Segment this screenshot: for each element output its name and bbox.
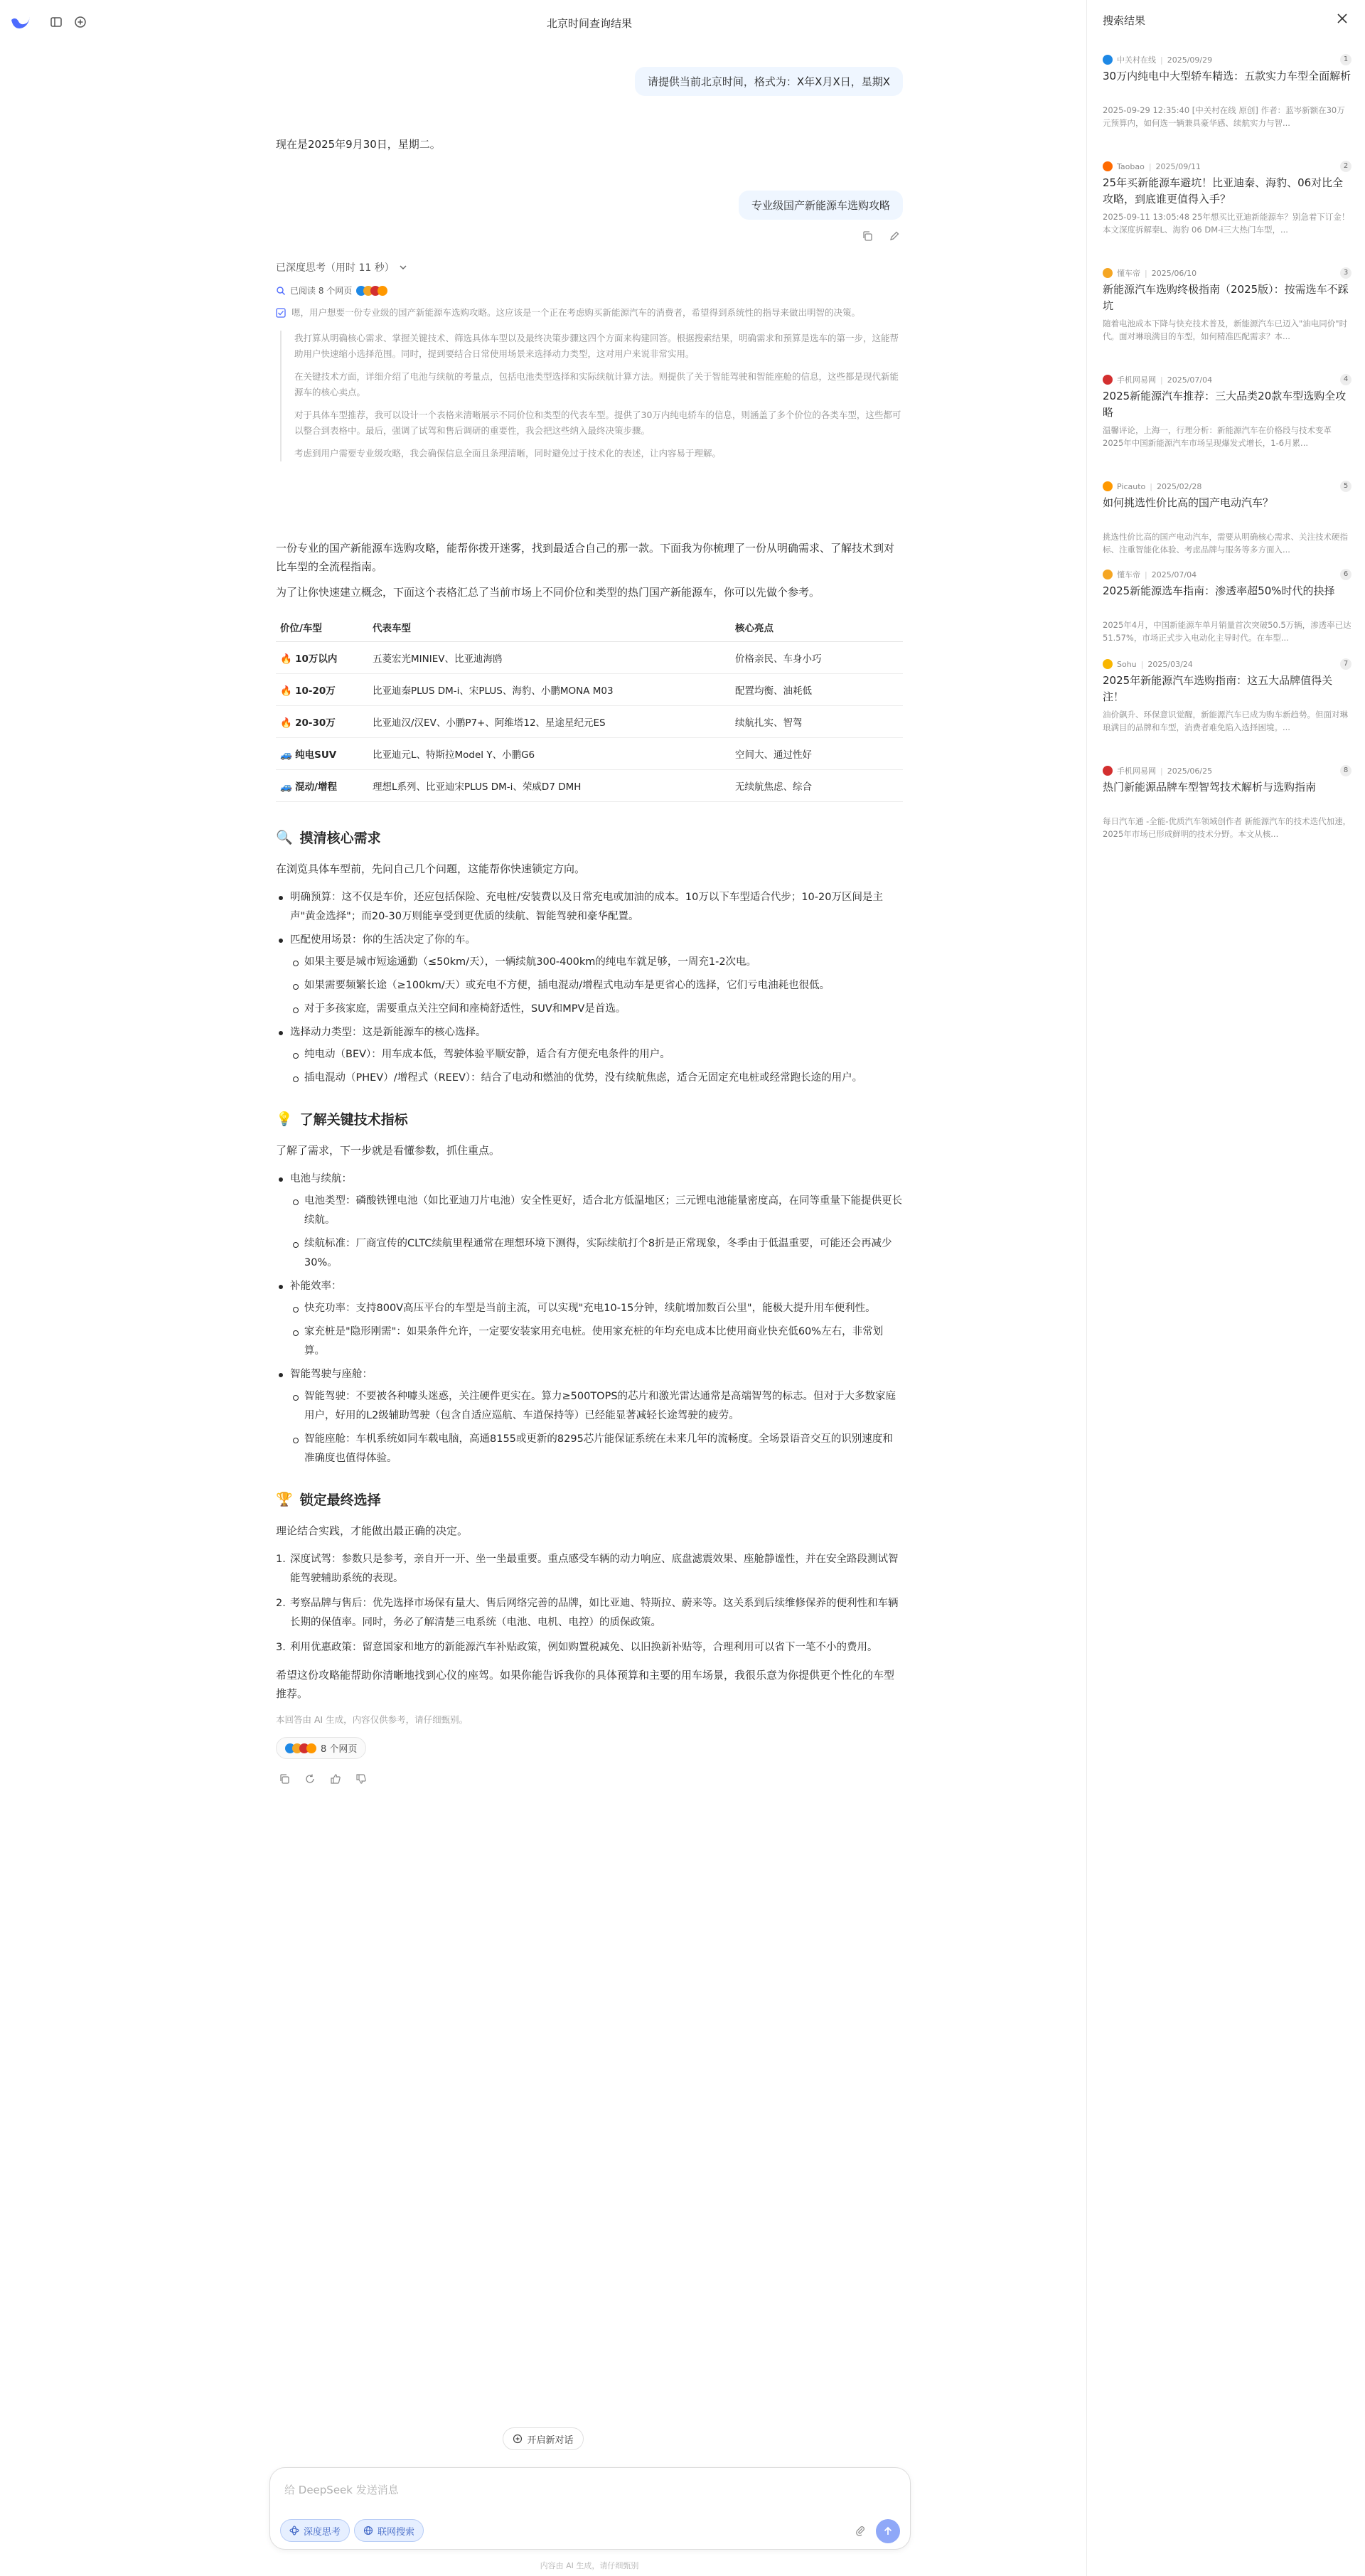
result-meta [1103,569,1351,580]
table-header: 核心亮点 [731,613,903,642]
result-source: 懂车帝 [1117,570,1140,579]
section-heading [276,1490,903,1509]
source-favicon-icon [1103,766,1113,776]
list-item-label: 智能驾驶与座舱： [290,1369,373,1380]
list-item-label: 匹配使用场景：你的生活决定了你的车。 [290,934,476,946]
closing-paragraph: 希望这份攻略能帮助你清晰地找到心仪的座驾。如果你能告诉我你的具体预算和主要的用车场景，我很乐意为你提供更个性化的车型推荐。 [276,1669,895,1700]
left-rail [0,0,92,2576]
sub-list-item: 电池类型：磷酸铁锂电池（如比亚迪刀片电池）安全性更好，适合北方低温地区；三元锂电池能量密度高，在同等重量下能提供更长续航。 [290,1192,903,1230]
fire-icon: 🔥 [280,653,292,665]
web-search-label: 联网搜索 [378,2526,415,2538]
numbered-item: 3. 利用优惠政策：留意国家和地方的新能源汽车补贴政策，例如购置税减免、以旧换新补贴等，合理利用可以省下一笔不小的费用。 [276,1642,878,1653]
web-search-toggle[interactable] [354,2519,424,2542]
search-result-item[interactable] [1103,267,1351,343]
thinking-label: 已深度思考（用时 11 秒） [276,262,395,274]
table-cell: 理想L系列、比亚迪宋PLUS DM-i、荣威D7 DMH [368,770,731,802]
result-number: 8 [1340,765,1351,776]
section-title: 锁定最终选择 [299,1492,381,1508]
car-icon: 🚙 [280,781,292,793]
thinking-paragraph: 考虑到用户需要专业级攻略，我会确保信息全面且条理清晰，同时避免过于技术化的表述，让内容易于理解。 [294,448,722,459]
result-title[interactable]: 新能源汽车选购终极指南（2025版）：按需选车不踩坑 [1103,283,1349,312]
trophy-icon: 🏆 [276,1492,293,1507]
search-results-panel [1086,0,1365,2576]
new-chat-icon [513,2434,523,2444]
result-snippet: 挑选性价比高的国产电动汽车，需要从明确核心需求、关注技术硬指标、注重智能化体验、考虑品牌与服务等多方面入... [1103,532,1348,555]
result-meta [1103,374,1351,385]
thinking-paragraph: 在关键技术方面，详细介绍了电池与续航的考量点，包括电池类型选择和实际续航计算方法。则提供了关于智能驾驶和智能座舱的信息，这些都是现代新能源车的核心卖点。 [294,371,899,397]
magnifier-icon: 🔍 [276,830,293,845]
answer-intro: 为了让你快速建立概念，下面这个表格汇总了当前市场上不同价位和类型的热门国产新能源车，你可以先做个参考。 [276,586,820,599]
meta-separator: | [1160,55,1163,65]
table-cell: 续航扎实、智驾 [731,706,903,738]
result-title[interactable]: 2025新能源汽车推荐：三大品类20款车型选购全攻略 [1103,390,1347,419]
numbered-item-text: 考察品牌与售后：优先选择市场保有量大、售后网络完善的品牌，如比亚迪、特斯拉、蔚来等。这关系到后续维修保养的便利性和车辆长期的保值率。同时，务必了解清楚三电系统（电池、电机、电控）的质保政策。 [290,1598,899,1628]
sub-list-item: 智能座舱：车机系统如同车载电脑，高通8155或更新的8295芯片能保证系统在未来几年的流畅度。全场景语音交互的识别速度和准确度也值得体验。 [290,1430,903,1468]
deep-think-toggle[interactable] [280,2519,350,2542]
result-date: 2025/07/04 [1167,375,1213,385]
thinking-paragraph: 对于具体车型推荐，我可以设计一个表格来清晰展示不同价位和类型的代表车型。提供了30万内纯电轿车的信息，则涵盖了多个价位的各类车型，这些都可以整合到表格中。最后，强调了试驾和售后调研的重要性，我会把这些纳入最终决策步骤。 [294,410,901,436]
search-result-item[interactable] [1103,374,1351,449]
thinking-paragraph: 我打算从明确核心需求、掌握关键技术、筛选具体车型以及最终决策步骤这四个方面来构建回答。根据搜索结果，明确需求和预算是选车的第一步，这能帮助用户快速缩小选择范围。同时，提到要结合日常使用场景来选择动力类型，这对用户来说非常实用。 [294,333,899,359]
list-item [276,1170,903,1273]
sub-list-item: 智能驾驶：不要被各种噱头迷惑，关注硬件更实在。算力≥500TOPS的芯片和激光雷达通常是高端智驾的标志。但对于大多数家庭用户，好用的L2级辅助驾驶（包含自适应巡航、车道保持等）已经能显著减轻长途驾驶的疲劳。 [290,1387,903,1426]
list-item-label: 选择动力类型：这是新能源车的核心选择。 [290,1027,486,1038]
sub-list-item: 如果需要频繁长途（≥100km/天）或充电不方便，插电混动/增程式电动车是更省心的选择，它们亏电油耗也很低。 [290,976,903,995]
section-lead: 理论结合实践，才能做出最正确的决定。 [276,1524,469,1537]
result-meta [1103,765,1351,776]
new-chat-icon[interactable] [71,13,90,31]
numbered-item-text: 利用优惠政策：留意国家和地方的新能源汽车补贴政策，例如购置税减免、以旧换新补贴等，合理利用可以省下一笔不小的费用。 [290,1642,878,1653]
copy-icon[interactable] [276,1770,293,1787]
table-cell: 20-30万 [295,717,336,729]
footer-disclaimer: 内容由 AI 生成，请仔细甄别 [540,2561,639,2570]
table-cell: 五菱宏光MINIEV、比亚迪海鸥 [368,642,731,674]
table-header: 价位/车型 [276,613,368,642]
table-cell: 混动/增程 [295,781,338,793]
result-snippet: 2025-09-29 12:35:40 [中关村在线 原创] 作者：蓝岑新额在30万元预算内，如何选一辆兼具豪华感、续航实力与智... [1103,105,1345,128]
list-item [276,1277,903,1361]
section-heading [276,1109,903,1128]
attachment-icon[interactable] [852,2522,869,2539]
result-date: 2025/06/10 [1151,268,1197,278]
result-number: 4 [1340,374,1351,385]
sub-list-item: 续航标准：厂商宣传的CLTC续航里程通常在理想环境下测得，实际续航打个8折是正常现象，冬季由于低温重要，可能还会再减少30%。 [290,1234,903,1273]
new-chat-button[interactable] [503,2427,584,2450]
section-title: 摸清核心需求 [299,830,381,846]
table-cell: 10万以内 [295,653,338,665]
edit-icon[interactable] [886,228,903,245]
arrow-up-icon [882,2526,894,2537]
result-title[interactable]: 25年买新能源车避坑！比亚迪秦、海豹、06对比全攻略，到底谁更值得入手？ [1103,176,1344,205]
conversation-title: 北京时间查询结果 [546,16,632,30]
table-cell: 10-20万 [295,685,336,697]
meta-separator: | [1160,375,1163,385]
result-date: 2025/09/29 [1167,55,1213,65]
deepseek-logo-icon[interactable] [10,14,34,30]
thinking-content [280,331,903,461]
table-cell: 价格亲民、车身小巧 [731,642,903,674]
result-title[interactable]: 30万内纯电中大型轿车精选：五款实力车型全面解析 [1103,70,1351,82]
sub-list-item: 对于多孩家庭，需要重点关注空间和座椅舒适性，SUV和MPV是首选。 [290,1000,903,1019]
table-cell: 比亚迪元L、特斯拉Model Y、小鹏G6 [368,738,731,770]
user-message: 请提供当前北京时间，格式为：X年X月X日，星期X [635,67,903,96]
result-date: 2025/03/24 [1147,659,1193,669]
table-cell: 纯电SUV [295,749,337,761]
table-row [276,642,903,674]
table-header-row [276,613,903,642]
result-snippet: 2025-09-11 13:05:48 25年想买比亚迪新能源车？别急着下订金！本文深度拆解秦L、海豹 06 DM-i三大热门车型，... [1103,212,1350,235]
result-number: 5 [1340,481,1351,492]
result-source: 懂车帝 [1117,269,1140,278]
close-icon[interactable] [1334,10,1351,27]
list-item: 明确预算：这不仅是车价，还应包括保险、充电桩/安装费以及日常充电或加油的成本。10万以下车型适合代步；10-20万区间是主声"黄金选择"；而20-30万则能享受到更优质的续航、智能驾驶和豪华配置。 [276,888,903,926]
source-favicon-icon [1103,268,1113,278]
section-heading [276,828,903,847]
result-source: 中关村在线 [1117,55,1156,65]
result-date: 2025/06/25 [1167,766,1213,776]
source-favicon-icon [1103,570,1113,579]
result-snippet: 温馨评论，上海一，行理分析：新能源汽车在价格段与技术变革 2025年中国新能源汽车市场呈现爆发式增长，1-6月累... [1103,425,1332,448]
source-favicon-icon [1103,375,1113,385]
result-source: 手机网易网 [1117,766,1156,776]
result-snippet: 2025年4月，中国新能源车单月销量首次突破50.5万辆，渗透率已达51.57%，市场正式步入电动化主导时代。在车型... [1103,620,1351,643]
search-result-item[interactable] [1103,54,1351,129]
read-pages-label: 已阅读 8 个网页 [290,286,353,296]
table-row [276,770,903,802]
car-table [276,613,903,802]
thumbs-down-icon[interactable] [353,1770,370,1787]
meta-separator: | [1145,268,1147,278]
list-item [276,1365,903,1468]
result-meta [1103,481,1351,492]
think-checkbox-icon [276,308,286,318]
result-number: 2 [1340,161,1351,172]
source-favicon-icon [1103,481,1113,491]
result-date: 2025/09/11 [1155,161,1201,171]
assistant-message: 现在是2025年9月30日，星期二。 [276,138,441,151]
source-favicon-icon [1103,161,1113,171]
search-icon [276,286,286,296]
section-title: 了解关键技术指标 [299,1112,408,1128]
result-title[interactable]: 热门新能源品牌车型智驾技术解析与选购指南 [1103,781,1317,793]
message-input[interactable]: 给 DeepSeek 发送消息 [284,2484,399,2496]
result-meta [1103,658,1351,670]
sub-list-item: 插电混动（PHEV）/增程式（REEV）：结合了电动和燃油的优势，没有续航焦虑，适合无固定充电桩或经常跑长途的用户。 [290,1069,903,1088]
result-title[interactable]: 如何挑选性价比高的国产电动汽车？ [1103,496,1274,509]
result-source: 手机网易网 [1117,375,1156,385]
section-lead: 了解了需求，下一步就是看懂参数，抓住重点。 [276,1144,500,1157]
regenerate-icon[interactable] [301,1770,318,1787]
table-cell: 比亚迪秦PLUS DM-i、宋PLUS、海豹、小鹏MONA M03 [368,674,731,706]
table-cell: 配置均衡、油耗低 [731,674,903,706]
table-row [276,706,903,738]
list-item [276,1023,903,1088]
source-favicon-icon [1103,55,1113,65]
result-number: 6 [1340,569,1351,580]
deep-think-label: 深度思考 [304,2526,341,2538]
answer-intro: 一份专业的国产新能源车选购攻略，能帮你拨开迷雾，找到最适合自己的那一款。下面我为你梳理了一份从明确需求、了解技术到对比车型的全流程指南。 [276,542,895,573]
source-favicons-icon [285,1743,316,1753]
meta-separator: | [1140,659,1144,669]
search-result-item[interactable] [1103,658,1351,734]
result-meta [1103,267,1351,279]
search-result-item[interactable] [1103,569,1351,644]
thumbs-up-icon[interactable] [327,1770,344,1787]
meta-separator: | [1150,481,1152,491]
list-item-label: 补能效率： [290,1281,342,1292]
panel-title: 搜索结果 [1103,14,1146,27]
result-snippet: 油价飙升、环保意识觉醒，新能源汽车已成为购车新趋势。但面对琳琅满目的品牌和车型，消费者难免陷入选择困境。... [1103,710,1348,732]
message-composer[interactable] [269,2467,911,2550]
table-header: 代表车型 [368,613,731,642]
meta-separator: | [1148,161,1152,171]
send-button[interactable] [876,2519,900,2543]
thinking-content [291,305,860,328]
car-icon: 🚙 [280,749,292,761]
result-title[interactable]: 2025年新能源汽车选购指南：这五大品牌值得关注！ [1103,674,1333,703]
read-pages-row[interactable] [276,284,903,296]
meta-separator: | [1160,766,1163,776]
table-cell: 比亚迪汉/汉EV、小鹏P7+、阿维塔12、星途星纪元ES [368,706,731,738]
result-number: 3 [1340,267,1351,279]
result-source: Taobao [1117,161,1145,171]
result-meta [1103,161,1351,172]
search-result-item[interactable] [1103,161,1351,236]
thinking-paragraph: 嗯，用户想要一份专业级的国产新能源车选购攻略。这应该是一个正在考虑购买新能源汽车的消费者，希望得到系统性的指导来做出明智的决策。 [291,307,861,318]
result-source: Picauto [1117,481,1146,491]
sources-button[interactable] [276,1737,366,1759]
sources-label: 8 个网页 [321,1744,358,1755]
sub-list-item: 纯电动（BEV）：用车成本低，驾驶体验平顺安静，适合有方便充电条件的用户。 [290,1045,903,1064]
sub-list-item: 家充桩是"隐形刚需"：如果条件允许，一定要安装家用充电桩。使用家充桩的年均充电成本比使用商业快充低60%左右，非常划算。 [290,1322,903,1361]
numbered-item: 2. 考察品牌与售后：优先选择市场保有量大、售后网络完善的品牌，如比亚迪、特斯拉、蔚来等。这关系到后续维修保养的便利性和车辆长期的保值率。同时，务必了解清楚三电系统（电池、电机、电控）的质保政策。 [276,1598,899,1628]
numbered-item-text: 深度试驾：参数只是参考，亲自开一开、坐一坐最重要。重点感受车辆的动力响应、底盘滤震效果、座舱静谧性，并在安全路段测试智能驾驶辅助系统的表现。 [290,1554,899,1584]
table-cell: 空间大、通过性好 [731,738,903,770]
result-source: Sohu [1117,659,1137,669]
chat-area [92,0,1086,2576]
result-title[interactable]: 2025新能源选车指南：渗透率超50%时代的抉择 [1103,584,1335,597]
search-result-item[interactable] [1103,765,1351,840]
result-snippet: 每日汽车通 -全能-优质汽车领域创作者 新能源汽车的技术迭代加速，2025年市场已形成鲜明的技术分野。本文从核... [1103,816,1351,839]
fire-icon: 🔥 [280,717,292,729]
new-chat-label: 开启新对话 [527,2435,574,2446]
result-date: 2025/02/28 [1156,481,1202,491]
thinking-toggle[interactable] [276,260,903,274]
atom-icon [289,2526,299,2535]
result-number: 7 [1340,658,1351,670]
chevron-down-icon [399,263,407,272]
lightbulb-icon: 💡 [276,1111,293,1127]
ai-disclaimer-note: 本回答由 AI 生成，内容仅供参考，请仔细甄别。 [276,1714,469,1725]
search-result-item[interactable] [1103,481,1351,556]
meta-separator: | [1145,570,1147,579]
result-number: 1 [1340,54,1351,65]
source-favicon-icon [1103,659,1113,669]
globe-icon [363,2526,373,2535]
fire-icon: 🔥 [280,685,292,697]
result-meta [1103,54,1351,65]
sidebar-toggle-icon[interactable] [47,13,65,31]
table-cell: 无续航焦虑、综合 [731,770,903,802]
sub-list-item: 如果主要是城市短途通勤（≤50km/天），一辆续航300-400km的纯电车就足够，一周充1-2次电。 [290,953,903,972]
section-lead: 在浏览具体车型前，先问自己几个问题，这能帮你快速锁定方向。 [276,862,586,875]
table-row [276,674,903,706]
copy-icon[interactable] [859,228,876,245]
source-favicons-icon [356,286,387,296]
list-item-label: 电池与续航： [290,1173,352,1185]
user-message: 专业级国产新能源车选购攻略 [739,191,903,220]
result-date: 2025/07/04 [1151,570,1197,579]
numbered-item: 1. 深度试驾：参数只是参考，亲自开一开、坐一坐最重要。重点感受车辆的动力响应、底盘滤震效果、座舱静谧性，并在安全路段测试智能驾驶辅助系统的表现。 [276,1554,899,1584]
table-row [276,738,903,770]
sub-list-item: 快充功率：支持800V高压平台的车型是当前主流，可以实现"充电10-15分钟，续航增加数百公里"，能极大提升用车便利性。 [290,1299,903,1318]
list-item [276,931,903,1019]
result-snippet: 随着电池成本下降与快充技术普及，新能源汽车已迈入"油电同价"时代。面对琳琅满目的车型，如何精准匹配需求？本... [1103,319,1348,341]
